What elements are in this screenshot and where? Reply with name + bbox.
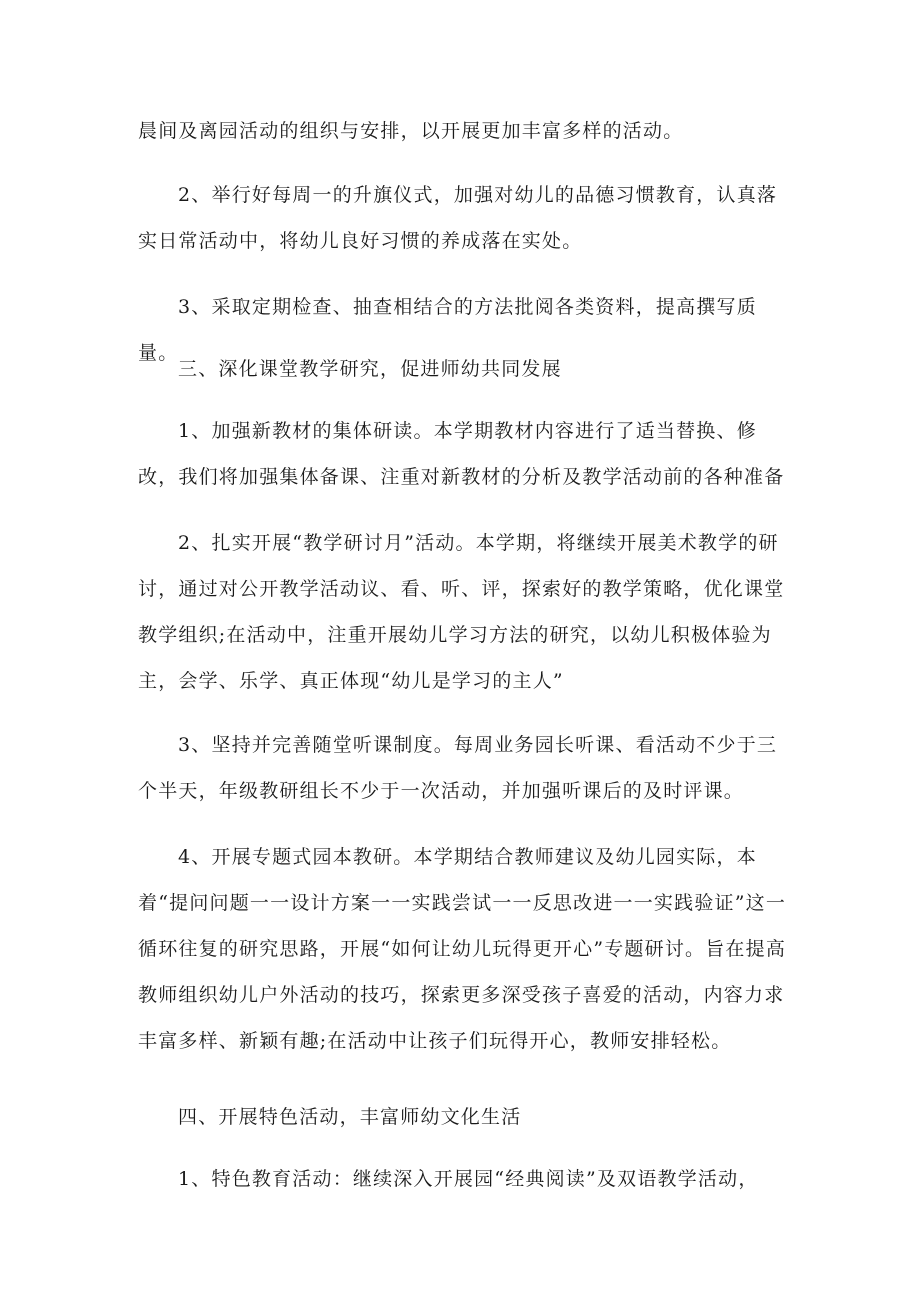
paragraph-material-review: 3、采取定期检查、抽查相结合的方法批阅各类资料，提高撰写质量。 (138, 296, 757, 364)
paragraph-teaching-month: 2、扎实开展“教学研讨月”活动。本学期，将继续开展美术教学的研讨，通过对公开教学活动议、看、听、评，探索好的教学策略，优化课堂教学组织;在活动中，注重开展幼儿学习方法的研究，以幼儿积极体验为主，会学、乐学、真正体现“幼儿是学习的主人” (138, 532, 785, 692)
paragraph-class-observation: 3、坚持并完善随堂听课制度。每周业务园长听课、看活动不少于三个半天，年级教研组长不少于一次活动，并加强听课后的及时评课。 (138, 734, 778, 802)
paragraph-textbook-study: 1、加强新教材的集体研读。本学期教材内容进行了适当替换、修改，我们将加强集体备课、注重对新教材的分析及教学活动前的各种准备 (138, 420, 785, 488)
paragraph-school-research: 4、开展专题式园本教研。本学期结合教师建议及幼儿园实际，本着“提问问题一一设计方案一一实践尝试一一反思改进一一实践验证”这一循环往复的研究思路，开展“如何让幼儿玩得更开心”专题研讨。旨在提高教师组织幼儿户外活动的技巧，探索更多深受孩子喜爱的活动，内容力求丰富多样、新颖有趣;在活动中让孩子们玩得开心，教师安排轻松。 (138, 846, 787, 1052)
paragraph-flag-ceremony: 2、举行好每周一的升旗仪式，加强对幼儿的品德习惯教育，认真落实日常活动中，将幼儿良好习惯的养成落在实处。 (138, 184, 778, 252)
section-heading-4: 四、开展特色活动，丰富师幼文化生活 (178, 1106, 522, 1128)
paragraph-special-education: 1、特色教育活动：继续深入开展园“经典阅读”及双语教学活动， (178, 1168, 759, 1190)
section-heading-3: 三、深化课堂教学研究，促进师幼共同发展 (178, 358, 562, 380)
paragraph-continuation: 晨间及离园活动的组织与安排，以开展更加丰富多样的活动。 (138, 120, 684, 142)
